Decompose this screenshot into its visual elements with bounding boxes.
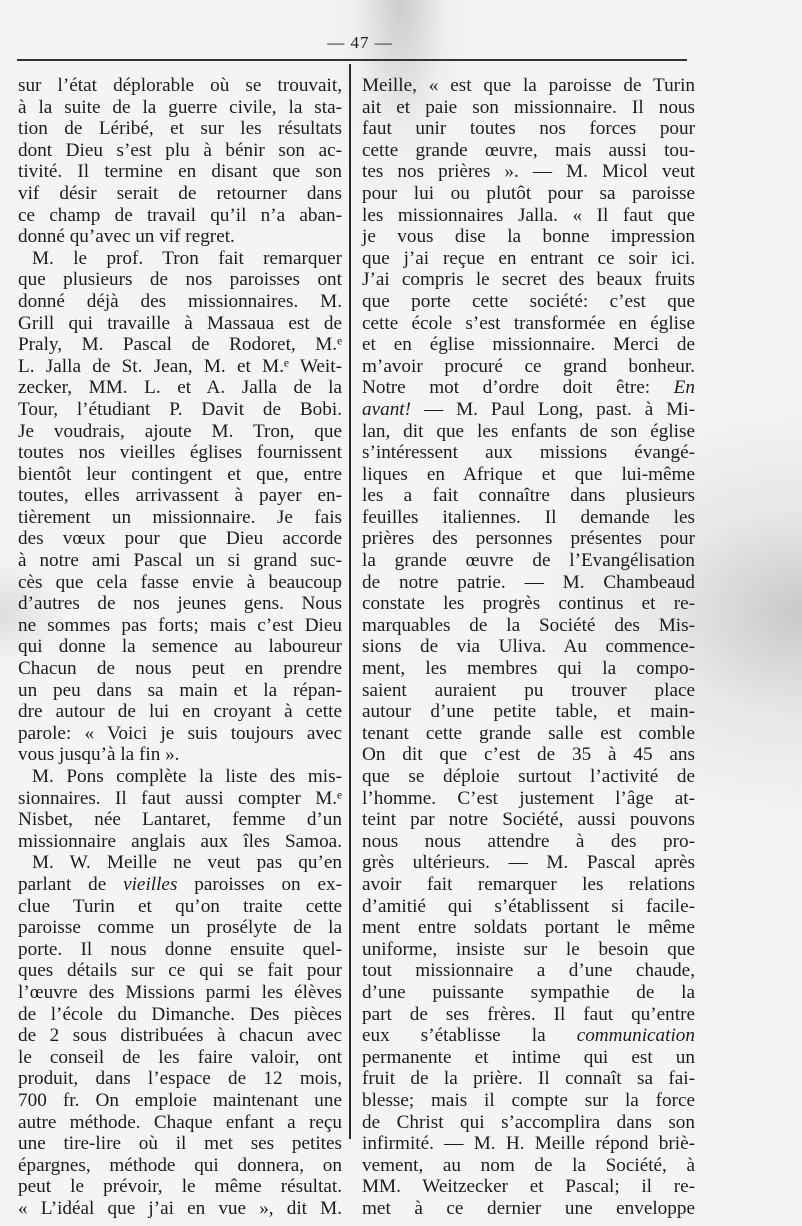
text-line: faut unir toutes nos forces pour xyxy=(362,118,695,140)
text-segment: eux s’établisse la xyxy=(362,1025,577,1047)
text-line: de Christ qui s’accomplira dans son xyxy=(362,1111,695,1133)
text-line: M. Pons complète la liste des mis- xyxy=(32,766,342,787)
text-line: toutes nos vieilles églises fournissent xyxy=(18,442,342,464)
text-line: Chacun de nous peut en prendre xyxy=(18,658,342,680)
text-segment: parlant de xyxy=(18,873,124,895)
text-line xyxy=(362,1025,695,1047)
text-line: lan, dit que les enfants de son église xyxy=(362,420,695,442)
text-line: m’avoir procuré ce grand bonheur. xyxy=(362,355,695,377)
italic-text-segment: vieilles xyxy=(123,873,178,895)
text-line: liques en Afrique et que lui-même xyxy=(362,463,695,485)
text-line: zecker, MM. L. et A. Jalla de la xyxy=(18,377,342,399)
text-line: teint par notre Société, aussi pouvons xyxy=(362,809,695,831)
text-line: que se déploie surtout l’activité de xyxy=(362,766,695,787)
text-line xyxy=(362,377,695,399)
text-line: les a fait connaître dans plusieurs xyxy=(362,485,695,507)
right-column xyxy=(362,75,695,1219)
text-line: l’œuvre des Missions parmi les élèves xyxy=(18,981,342,1003)
text-line: tion de Léribé, et sur les résultats xyxy=(18,118,342,140)
text-segment: — M. Paul Long, past. à Mi- xyxy=(411,398,695,420)
text-line: J’ai compris le secret des beaux fruits xyxy=(362,269,695,291)
italic-text-segment: communication xyxy=(576,1025,695,1047)
text-line: des vœux pour que Dieu accorde xyxy=(18,528,342,550)
text-line: donné déjà des missionnaires. M. xyxy=(18,290,342,312)
text-line: qui donne la semence au laboureur xyxy=(18,636,342,658)
text-line: tout missionnaire a d’une chaude, xyxy=(362,960,695,982)
text-line: et en église missionnaire. Merci de xyxy=(362,334,695,356)
text-line: cette grande œuvre, mais aussi tou- xyxy=(362,139,695,161)
text-line: marquables de la Société des Mis- xyxy=(362,614,695,636)
text-line: pour lui ou plutôt pour sa paroisse xyxy=(362,182,695,204)
text-line: clue Turin et qu’on traite cette xyxy=(18,895,342,917)
text-line: porte. Il nous donne ensuite quel- xyxy=(18,938,342,960)
text-line: à notre ami Pascal un si grand suc- xyxy=(18,550,342,572)
text-line: produit, dans l’espace de 12 mois, xyxy=(18,1068,342,1090)
text-line: ce champ de travail qu’il n’a aban- xyxy=(18,204,342,226)
text-line xyxy=(18,874,342,896)
text-line: tes nos prières ». — M. Micol veut xyxy=(362,161,695,183)
text-line: la grande œuvre de l’Evangélisation xyxy=(362,550,695,572)
text-line: Grill qui travaille à Massaua est de xyxy=(18,312,342,334)
page-number: — 47 — xyxy=(327,33,393,52)
text-line: vement, au nom de la Société, à xyxy=(362,1154,695,1176)
text-line: s’intéressent aux missions évangé- xyxy=(362,442,695,464)
text-line: fruit de la prière. Il connaît sa fai- xyxy=(362,1068,695,1090)
text-line: vif désir serait de retourner dans xyxy=(18,182,342,204)
text-line: cès que cela fasse envie à beaucoup xyxy=(18,571,342,593)
header-rule xyxy=(17,59,687,61)
text-line: que j’ai reçue en entrant ce soir ici. xyxy=(362,247,695,269)
text-line: donné qu’avec un vif regret. xyxy=(18,226,235,248)
text-line: peut le prévoir, le même résultat. xyxy=(18,1176,342,1198)
text-line: grès ultérieurs. — M. Pascal après xyxy=(362,852,695,874)
italic-text-segment: avant! xyxy=(362,398,412,420)
text-line: sions de via Uliva. Au commence- xyxy=(362,636,695,658)
text-line: uniforme, insiste sur le besoin que xyxy=(362,938,695,960)
text-line: M. W. Meille ne veut pas qu’en xyxy=(32,852,342,874)
text-line: sionnaires. Il faut aussi compter M.ᵉ xyxy=(18,787,342,809)
text-line: infirmité. — M. H. Meille répond briè- xyxy=(362,1133,695,1155)
text-line xyxy=(362,399,695,421)
text-line: M. le prof. Tron fait remarquer xyxy=(32,247,342,269)
text-line: ment, les membres qui la compo- xyxy=(362,658,695,680)
text-line: de 2 sous distribuées à chacun avec xyxy=(18,1025,342,1047)
text-line: Je voudrais, ajoute M. Tron, que xyxy=(18,420,342,442)
text-line: Tour, l’étudiant P. Davit de Bobi. xyxy=(18,398,342,420)
text-line: Praly, M. Pascal de Rodoret, M.ᵉ xyxy=(18,334,342,356)
text-line: un peu dans sa main et la répan- xyxy=(18,679,342,701)
text-line: On dit que c’est de 35 à 45 ans xyxy=(362,744,695,766)
text-line: MM. Weitzecker et Pascal; il re- xyxy=(362,1176,695,1198)
text-line: une tire-lire où il met ses petites xyxy=(18,1133,342,1155)
text-line: autour d’une petite table, et main- xyxy=(362,701,695,723)
text-line: vous jusqu’à la fin ». xyxy=(18,744,180,766)
text-line: d’autres de nos jeunes gens. Nous xyxy=(18,593,342,615)
text-line: épargnes, méthode qui donnera, on xyxy=(18,1154,342,1176)
text-line: paroisse comme un prosélyte de la xyxy=(18,917,342,939)
text-line: « L’idéal que j’ai en vue », dit M. xyxy=(18,1197,342,1219)
text-line: missionnaire anglais aux îles Samoa. xyxy=(18,830,342,852)
text-line: 700 fr. On emploie maintenant une xyxy=(18,1089,342,1111)
text-line: bientôt leur contingent et que, entre xyxy=(18,463,342,485)
text-line: que plusieurs de nos paroisses ont xyxy=(18,269,342,291)
text-segment: paroisses on ex- xyxy=(177,873,342,895)
text-line: de l’école du Dimanche. Des pièces xyxy=(18,1003,342,1025)
text-line: cette école s’est transformée en église xyxy=(362,312,695,334)
text-line: dont Dieu s’est plu à bénir son ac- xyxy=(18,139,342,161)
text-line: ne sommes pas forts; mais c’est Dieu xyxy=(18,614,342,636)
text-line: d’une puissante sympathie de la xyxy=(362,981,695,1003)
text-line: Nisbet, née Lantaret, femme d’un xyxy=(18,809,342,831)
text-line: feuilles italiennes. Il demande les xyxy=(362,506,695,528)
text-line: ques détails sur ce qui se fait pour xyxy=(18,960,342,982)
text-line: prières des personnes présentes pour xyxy=(362,528,695,550)
text-line: sur l’état déplorable où se trouvait, xyxy=(18,75,342,96)
text-line: dre autour de lui en croyant à cette xyxy=(18,701,342,723)
text-line: ment entre soldats portant le même xyxy=(362,917,695,939)
text-line: de notre patrie. — M. Chambeaud xyxy=(362,571,695,593)
text-line: l’homme. C’est justement l’âge at- xyxy=(362,787,695,809)
text-line: que porte cette société: c’est que xyxy=(362,290,695,312)
text-line: je vous dise la bonne impression xyxy=(362,226,695,248)
text-line: constate les progrès continus et re- xyxy=(362,593,695,615)
text-line: à la suite de la guerre civile, la sta- xyxy=(18,96,342,118)
left-column xyxy=(18,75,342,1219)
text-line: tenant cette grande salle est comble xyxy=(362,722,695,744)
text-line: le conseil de les faire valoir, ont xyxy=(18,1046,342,1068)
text-line: toutes, elles arrivassent à payer en- xyxy=(18,485,342,507)
text-line: nous nous attendre à des pro- xyxy=(362,830,695,852)
text-line: saient auraient pu trouver place xyxy=(362,679,695,701)
text-line: autre méthode. Chaque enfant a reçu xyxy=(18,1111,342,1133)
italic-text-segment: En xyxy=(673,377,695,399)
text-line: ait et paie son missionnaire. Il nous xyxy=(362,96,695,118)
text-line: d’amitié qui s’établissent si facile- xyxy=(362,895,695,917)
column-divider xyxy=(349,64,351,1139)
text-line: permanente et intime qui est un xyxy=(362,1046,695,1068)
text-line: les missionnaires Jalla. « Il faut que xyxy=(362,204,695,226)
text-segment: Notre mot d’ordre doit être: xyxy=(362,377,674,399)
text-line: tivité. Il termine en disant que son xyxy=(18,161,342,183)
text-line: L. Jalla de St. Jean, M. et M.ᵉ Weit- xyxy=(18,355,342,377)
text-line: blesse; mais il compte sur la force xyxy=(362,1089,695,1111)
text-line: met à ce dernier une enveloppe xyxy=(362,1197,695,1219)
text-line: tièrement un missionnaire. Je fais xyxy=(18,506,342,528)
text-line: part de ses frères. Il faut qu’entre xyxy=(362,1003,695,1025)
text-line: avoir fait remarquer les relations xyxy=(362,873,695,895)
text-line: parole: « Voici je suis toujours avec xyxy=(18,722,342,744)
text-line: Meille, « est que la paroisse de Turin xyxy=(362,75,695,96)
